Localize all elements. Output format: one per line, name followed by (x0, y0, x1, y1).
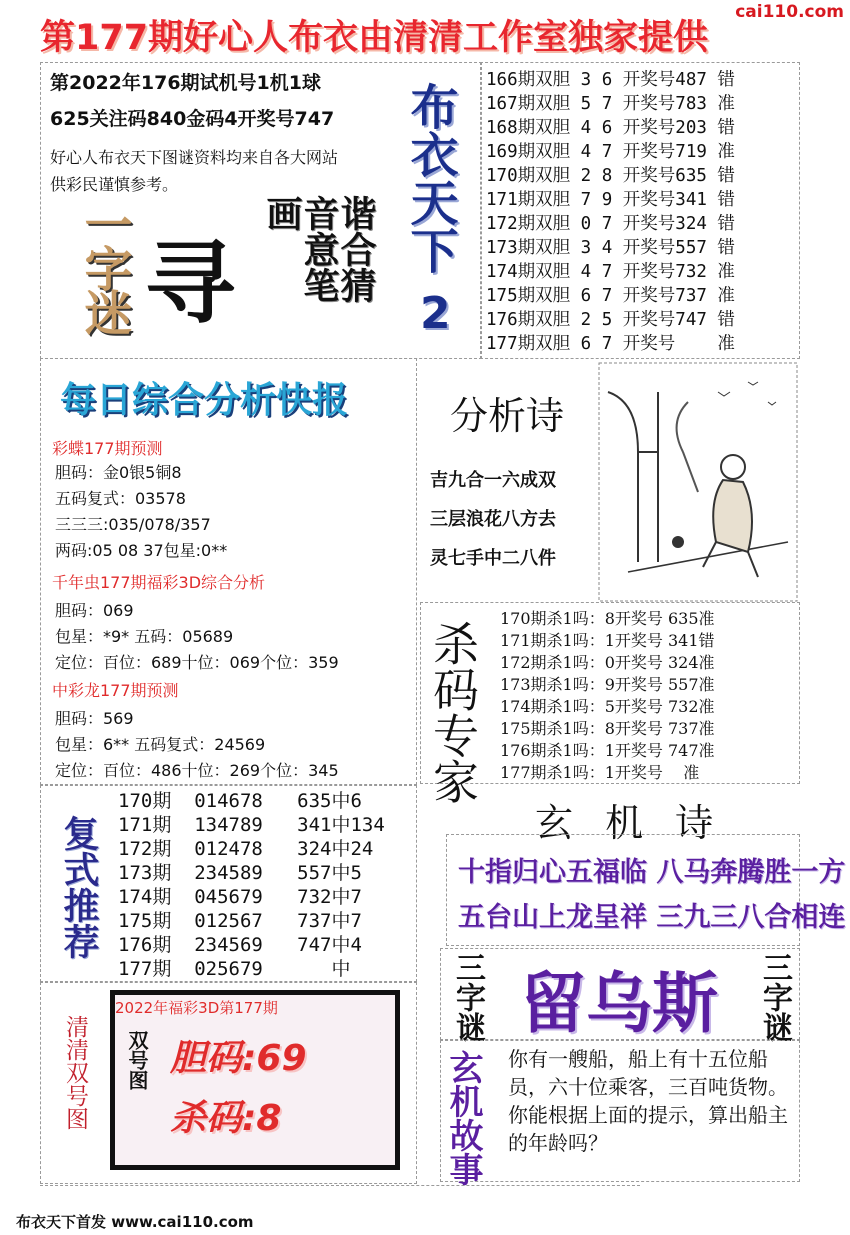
history-row: 166期双胆 3 6 开奖号487 错 (486, 70, 735, 90)
site-logo[interactable]: cai110.com (735, 2, 844, 22)
qnc-line: 包星：*9* 五码：05689 (55, 627, 234, 646)
poem-title: 分析诗 (450, 394, 565, 438)
riddle-hint-3: 画 (261, 195, 302, 231)
sanzi-word: 留乌斯 (520, 965, 718, 1042)
history-row: 169期双胆 4 7 开奖号719 准 (486, 142, 735, 162)
footer-divider (40, 1185, 640, 1186)
chart-heading: 2022年福彩3D第177期 (115, 999, 278, 1017)
fushi-title: 复式推荐 (58, 815, 99, 959)
trial-note-2: 供彩民谨慎参考。 (50, 175, 179, 194)
caidie-line: 三三三:035/078/357 (55, 515, 211, 534)
xuanji-line: 五台山上龙呈祥 三九三八合相连 (458, 902, 846, 933)
history-row: 172期双胆 0 7 开奖号324 错 (486, 214, 735, 234)
history-row: 176期双胆 2 5 开奖号747 错 (486, 310, 735, 330)
fushi-row: 170期 014678 635中6 (118, 790, 362, 812)
zcl-line: 胆码：569 (55, 709, 134, 728)
caidie-heading: 彩蝶177期预测 (52, 439, 163, 458)
fushi-row: 175期 012567 737中7 (118, 910, 362, 932)
story-title: 玄机故事 (443, 1050, 483, 1186)
trial-line-1: 第2022年176期试机号1机1球 (50, 72, 321, 94)
chart-label: 双号图 (125, 1030, 149, 1090)
riddle-hint-2: 音意笔 (298, 195, 339, 303)
kill-row: 176期杀1吗：1开奖号 747准 (500, 741, 715, 760)
history-row: 170期双胆 2 8 开奖号635 错 (486, 166, 735, 186)
story-text: 你有一艘船，船上有十五位船员，六十位乘客，三百吨货物。你能根据上面的提示，算出船主的年龄吗？ (508, 1047, 788, 1155)
caidie-line: 胆码：金0银5铜8 (55, 463, 182, 482)
history-row: 174期双胆 4 7 开奖号732 准 (486, 262, 735, 282)
history-row: 175期双胆 6 7 开奖号737 准 (486, 286, 735, 306)
kill-row: 177期杀1吗：1开奖号 准 (500, 763, 700, 782)
kill-row: 173期杀1吗：9开奖号 557准 (500, 675, 715, 694)
qnc-heading: 千年虫177期福彩3D综合分析 (52, 573, 266, 592)
history-row: 168期双胆 4 6 开奖号203 错 (486, 118, 735, 138)
fushi-row: 171期 134789 341中134 (118, 814, 385, 836)
illustration-image (598, 362, 798, 602)
riddle-character: 寻 (145, 231, 235, 336)
kill-row: 174期杀1吗：5开奖号 732准 (500, 697, 715, 716)
qnc-line: 定位：百位：689十位：069个位：359 (55, 653, 339, 672)
zcl-line: 包星：6** 五码复式：24569 (55, 735, 266, 754)
history-row: 167期双胆 5 7 开奖号783 准 (486, 94, 735, 114)
fushi-row: 174期 045679 732中7 (118, 886, 362, 908)
fushi-row: 176期 234569 747中4 (118, 934, 362, 956)
zcl-line: 定位：百位：486十位：269个位：345 (55, 761, 339, 780)
fushi-row: 173期 234589 557中5 (118, 862, 362, 884)
page-title: 第177期好心人布衣由清清工作室独家提供 (40, 18, 709, 58)
fushi-row: 177期 025679 中 (118, 958, 351, 980)
xuanji-line: 十指归心五福临 八马奔腾胜一方 (458, 857, 846, 888)
trial-line-2: 625关注码840金码4开奖号747 (50, 108, 335, 130)
poem-line: 三层浪花八方去 (430, 509, 556, 530)
trial-note-1: 好心人布衣天下图谜资料均来自各大网站 (50, 148, 339, 167)
dan-code: 胆码:69 (170, 1038, 307, 1079)
kill-row: 170期杀1吗：8开奖号 635准 (500, 609, 715, 628)
xuanji-title: 玄 机 诗 (535, 801, 724, 845)
poem-line: 吉九合一六成双 (430, 470, 556, 491)
history-row: 177期双胆 6 7 开奖号 准 (486, 334, 735, 354)
zcl-heading: 中彩龙177期预测 (52, 681, 179, 700)
sha-code: 杀码:8 (170, 1098, 282, 1139)
kill-row: 175期杀1吗：8开奖号 737准 (500, 719, 715, 738)
history-row: 171期双胆 7 9 开奖号341 错 (486, 190, 735, 210)
daily-heading: 每日综合分析快报 (60, 380, 349, 421)
kill-row: 171期杀1吗：1开奖号 341错 (500, 631, 715, 650)
caidie-line: 五码复式：03578 (55, 489, 186, 508)
footer-text: 布衣天下首发 www.cai110.com (16, 1213, 254, 1231)
riddle-label: 一字迷 (76, 200, 132, 332)
caidie-line: 两码:05 08 37包星:0** (55, 541, 228, 560)
qnc-line: 胆码：069 (55, 601, 134, 620)
riddle-hint-1: 谐合猜 (335, 195, 376, 303)
brand-name: 布衣天下 (402, 82, 458, 274)
kill-title: 杀码专家 (426, 620, 480, 804)
brand-number: 2 (420, 288, 451, 339)
qingqing-title: 清清双号图 (62, 1015, 88, 1130)
sanzi-left-label: 三字谜 (450, 952, 485, 1042)
fushi-row: 172期 012478 324中24 (118, 838, 374, 860)
poem-line: 灵七手中二八件 (430, 548, 556, 569)
history-row: 173期双胆 3 4 开奖号557 错 (486, 238, 735, 258)
sanzi-right-label: 三字谜 (757, 952, 792, 1042)
kill-row: 172期杀1吗：0开奖号 324准 (500, 653, 715, 672)
